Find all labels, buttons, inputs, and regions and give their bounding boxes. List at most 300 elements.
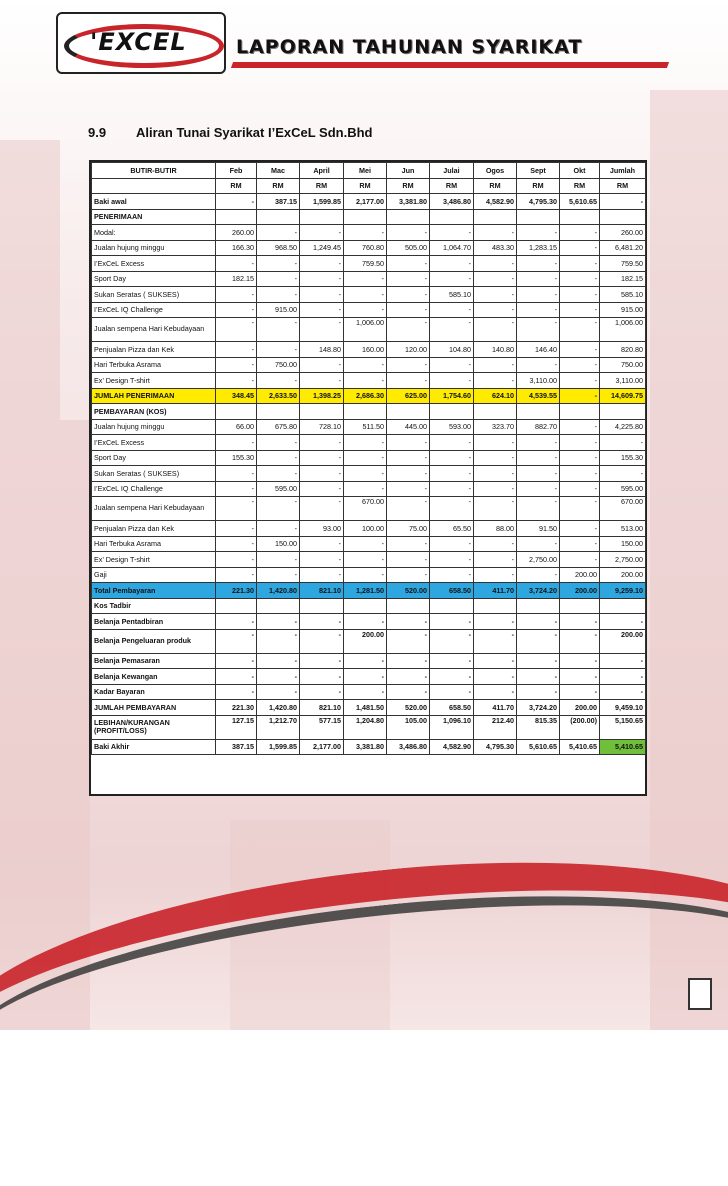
value-cell: 411.70 (474, 700, 517, 716)
value-cell: - (387, 669, 430, 685)
value-cell: 9,259.10 (600, 583, 646, 599)
value-cell: - (517, 497, 560, 521)
excel-logo (56, 12, 226, 74)
value-cell: 221.30 (216, 583, 257, 599)
value-cell: - (430, 225, 474, 241)
value-cell: 1,599.85 (300, 194, 344, 210)
row-label: Baki awal (92, 194, 216, 210)
month-header: Ogos (474, 163, 517, 179)
value-cell: 66.00 (216, 419, 257, 435)
value-cell: - (344, 435, 387, 451)
value-cell: 915.00 (600, 302, 646, 318)
value-cell: - (257, 342, 300, 358)
value-cell: 595.00 (600, 481, 646, 497)
value-cell: - (387, 684, 430, 700)
value-cell: - (517, 318, 560, 342)
table-row (92, 598, 646, 614)
table-header-row (92, 163, 646, 179)
value-cell: - (560, 225, 600, 241)
header-label: BUTIR-BUTIR (92, 163, 216, 179)
value-cell (517, 598, 560, 614)
value-cell: 88.00 (474, 521, 517, 537)
value-cell: 585.10 (430, 287, 474, 303)
value-cell: - (300, 287, 344, 303)
value-cell: - (560, 287, 600, 303)
value-cell: 100.00 (344, 521, 387, 537)
value-cell: 728.10 (300, 419, 344, 435)
value-cell: - (517, 357, 560, 373)
value-cell: - (517, 435, 560, 451)
value-cell: - (300, 466, 344, 482)
value-cell: 1,006.00 (600, 318, 646, 342)
row-label: Sukan Seratas ( SUKSES) (92, 466, 216, 482)
value-cell: 658.50 (430, 583, 474, 599)
value-cell: - (387, 302, 430, 318)
value-cell: - (560, 373, 600, 389)
value-cell (600, 209, 646, 225)
value-cell: - (560, 357, 600, 373)
value-cell (387, 404, 430, 420)
row-label: I’ExCeL IQ Challenge (92, 302, 216, 318)
unit-cell: RM (257, 178, 300, 194)
value-cell: - (300, 225, 344, 241)
value-cell: - (257, 521, 300, 537)
value-cell: - (474, 302, 517, 318)
value-cell: 1,754.60 (430, 388, 474, 404)
value-cell: 3,486.80 (430, 194, 474, 210)
value-cell: - (344, 684, 387, 700)
month-header: Julai (430, 163, 474, 179)
value-cell: - (474, 552, 517, 568)
value-cell: 1,420.80 (257, 583, 300, 599)
value-cell: 65.50 (430, 521, 474, 537)
value-cell: 387.15 (216, 739, 257, 755)
value-cell: - (474, 435, 517, 451)
section-heading (88, 125, 372, 140)
report-title: LAPORAN TAHUNAN SYARIKAT (236, 36, 583, 58)
table-row (92, 287, 646, 303)
value-cell: 387.15 (257, 194, 300, 210)
value-cell: - (387, 225, 430, 241)
value-cell: - (257, 552, 300, 568)
value-cell: 624.10 (474, 388, 517, 404)
value-cell: - (517, 450, 560, 466)
row-label: Belanja Kewangan (92, 669, 216, 685)
value-cell (600, 598, 646, 614)
table-row (92, 481, 646, 497)
value-cell: 5,150.65 (600, 715, 646, 739)
value-cell: - (474, 318, 517, 342)
value-cell: - (560, 318, 600, 342)
value-cell: 3,724.20 (517, 700, 560, 716)
row-label: Total Pembayaran (92, 583, 216, 599)
value-cell: 593.00 (430, 419, 474, 435)
value-cell: - (300, 271, 344, 287)
value-cell: - (600, 466, 646, 482)
table-body (92, 194, 646, 755)
value-cell: - (344, 287, 387, 303)
value-cell: 2,177.00 (344, 194, 387, 210)
table-unit-row (92, 178, 646, 194)
row-label: Penjualan Pizza dan Kek (92, 342, 216, 358)
row-label: Belanja Pemasaran (92, 653, 216, 669)
month-header: Mac (257, 163, 300, 179)
value-cell: - (216, 287, 257, 303)
value-cell: - (560, 466, 600, 482)
value-cell (300, 404, 344, 420)
value-cell: 146.40 (517, 342, 560, 358)
table-row (92, 240, 646, 256)
table-row (92, 342, 646, 358)
value-cell: - (430, 481, 474, 497)
value-cell: 5,410.65 (560, 739, 600, 755)
row-label: Ex’ Design T-shirt (92, 373, 216, 389)
value-cell: - (387, 629, 430, 653)
value-cell: 1,283.15 (517, 240, 560, 256)
value-cell: - (430, 435, 474, 451)
value-cell: - (430, 684, 474, 700)
value-cell (560, 598, 600, 614)
value-cell: - (387, 536, 430, 552)
value-cell (216, 209, 257, 225)
value-cell (344, 209, 387, 225)
value-cell: - (474, 684, 517, 700)
value-cell: - (517, 669, 560, 685)
value-cell: 14,609.75 (600, 388, 646, 404)
page-header (56, 12, 668, 72)
value-cell: - (257, 497, 300, 521)
value-cell: - (344, 373, 387, 389)
row-label: Kos Tadbir (92, 598, 216, 614)
value-cell: - (344, 552, 387, 568)
value-cell: - (600, 194, 646, 210)
value-cell: 150.00 (257, 536, 300, 552)
value-cell: 658.50 (430, 700, 474, 716)
value-cell: - (216, 669, 257, 685)
value-cell: 155.30 (216, 450, 257, 466)
month-header: Okt (560, 163, 600, 179)
value-cell: - (387, 287, 430, 303)
value-cell: - (216, 435, 257, 451)
value-cell: 577.15 (300, 715, 344, 739)
value-cell: 9,459.10 (600, 700, 646, 716)
value-cell: - (517, 271, 560, 287)
value-cell: - (216, 684, 257, 700)
value-cell: - (430, 373, 474, 389)
value-cell: - (300, 552, 344, 568)
unit-cell: RM (300, 178, 344, 194)
table-row (92, 715, 646, 739)
value-cell: - (216, 521, 257, 537)
table-row (92, 669, 646, 685)
value-cell: - (344, 302, 387, 318)
page-corner-box (688, 978, 712, 1010)
value-cell: - (300, 373, 344, 389)
value-cell: - (600, 684, 646, 700)
value-cell: - (300, 450, 344, 466)
row-label: I’ExCeL IQ Challenge (92, 481, 216, 497)
value-cell (216, 598, 257, 614)
value-cell: 200.00 (560, 583, 600, 599)
row-label: Jualan hujung minggu (92, 419, 216, 435)
value-cell: - (257, 450, 300, 466)
row-label: Ex’ Design T-shirt (92, 552, 216, 568)
value-cell: - (387, 466, 430, 482)
table-row (92, 497, 646, 521)
value-cell: 160.00 (344, 342, 387, 358)
cash-flow-table-container (89, 160, 647, 796)
value-cell (300, 209, 344, 225)
value-cell: - (560, 302, 600, 318)
value-cell: 75.00 (387, 521, 430, 537)
value-cell: - (560, 629, 600, 653)
value-cell: 5,610.65 (560, 194, 600, 210)
value-cell: - (344, 271, 387, 287)
row-label: Kadar Bayaran (92, 684, 216, 700)
value-cell (257, 598, 300, 614)
table-row (92, 614, 646, 630)
value-cell: - (517, 653, 560, 669)
value-cell (387, 209, 430, 225)
value-cell: - (344, 653, 387, 669)
value-cell: - (560, 521, 600, 537)
unit-cell: RM (344, 178, 387, 194)
value-cell: 760.80 (344, 240, 387, 256)
value-cell: 2,750.00 (517, 552, 560, 568)
value-cell: - (344, 614, 387, 630)
value-cell: 105.00 (387, 715, 430, 739)
value-cell: 520.00 (387, 700, 430, 716)
value-cell: - (600, 653, 646, 669)
value-cell: - (430, 318, 474, 342)
value-cell: - (430, 256, 474, 272)
value-cell: - (560, 497, 600, 521)
unit-cell: RM (560, 178, 600, 194)
value-cell: - (560, 271, 600, 287)
table-row (92, 419, 646, 435)
value-cell: - (600, 435, 646, 451)
value-cell: 3,110.00 (600, 373, 646, 389)
value-cell: - (474, 614, 517, 630)
value-cell (430, 598, 474, 614)
value-cell: 625.00 (387, 388, 430, 404)
value-cell: 3,381.80 (344, 739, 387, 755)
table-row (92, 225, 646, 241)
value-cell: - (387, 256, 430, 272)
unit-blank (92, 178, 216, 194)
month-header: Mei (344, 163, 387, 179)
value-cell: - (216, 318, 257, 342)
value-cell: - (517, 684, 560, 700)
value-cell: - (387, 450, 430, 466)
value-cell: 3,486.80 (387, 739, 430, 755)
value-cell: - (257, 614, 300, 630)
row-label: Gaji (92, 567, 216, 583)
value-cell: - (430, 271, 474, 287)
value-cell: - (474, 256, 517, 272)
value-cell: - (430, 669, 474, 685)
value-cell: - (517, 466, 560, 482)
value-cell: - (560, 552, 600, 568)
value-cell: - (474, 466, 517, 482)
value-cell (257, 404, 300, 420)
value-cell: 821.10 (300, 583, 344, 599)
value-cell: - (517, 225, 560, 241)
value-cell: 2,750.00 (600, 552, 646, 568)
value-cell: - (560, 450, 600, 466)
value-cell: - (560, 256, 600, 272)
value-cell: 4,582.90 (474, 194, 517, 210)
value-cell (517, 404, 560, 420)
value-cell: - (257, 287, 300, 303)
value-cell: - (600, 669, 646, 685)
value-cell: - (344, 466, 387, 482)
value-cell: - (257, 669, 300, 685)
value-cell: 670.00 (600, 497, 646, 521)
value-cell: 260.00 (216, 225, 257, 241)
value-cell: - (387, 567, 430, 583)
value-cell: 150.00 (600, 536, 646, 552)
value-cell: - (257, 271, 300, 287)
value-cell (560, 209, 600, 225)
value-cell: - (474, 536, 517, 552)
value-cell: 1,249.45 (300, 240, 344, 256)
value-cell: - (216, 481, 257, 497)
value-cell: - (216, 342, 257, 358)
value-cell: - (430, 629, 474, 653)
value-cell: - (344, 536, 387, 552)
value-cell: - (257, 684, 300, 700)
value-cell (257, 209, 300, 225)
value-cell: - (474, 225, 517, 241)
value-cell: - (474, 357, 517, 373)
value-cell: - (474, 271, 517, 287)
value-cell: 1,212.70 (257, 715, 300, 739)
value-cell: - (300, 614, 344, 630)
value-cell: - (517, 614, 560, 630)
value-cell: 4,225.80 (600, 419, 646, 435)
table-row (92, 435, 646, 451)
value-cell: - (430, 302, 474, 318)
value-cell: - (387, 357, 430, 373)
value-cell: 915.00 (257, 302, 300, 318)
value-cell: 820.80 (600, 342, 646, 358)
row-label: I’ExCeL Excess (92, 256, 216, 272)
value-cell: - (344, 450, 387, 466)
value-cell: - (387, 318, 430, 342)
unit-cell: RM (216, 178, 257, 194)
value-cell: - (474, 481, 517, 497)
value-cell: 1,420.80 (257, 700, 300, 716)
value-cell: 200.00 (600, 629, 646, 653)
table-row (92, 567, 646, 583)
value-cell: 2,177.00 (300, 739, 344, 755)
row-label: Jualan sempena Hari Kebudayaan (92, 318, 216, 342)
value-cell: 182.15 (600, 271, 646, 287)
value-cell: 585.10 (600, 287, 646, 303)
value-cell: 520.00 (387, 583, 430, 599)
value-cell (560, 404, 600, 420)
value-cell: - (257, 318, 300, 342)
row-label: Jualan sempena Hari Kebudayaan (92, 497, 216, 521)
table-row (92, 552, 646, 568)
value-cell: - (216, 536, 257, 552)
table-row (92, 700, 646, 716)
value-cell (216, 404, 257, 420)
value-cell: - (216, 194, 257, 210)
value-cell: - (216, 629, 257, 653)
row-label: PENERIMAAN (92, 209, 216, 225)
value-cell (344, 598, 387, 614)
table-row (92, 404, 646, 420)
value-cell: 155.30 (600, 450, 646, 466)
value-cell: - (474, 450, 517, 466)
value-cell: - (430, 536, 474, 552)
month-header: Feb (216, 163, 257, 179)
value-cell: - (344, 481, 387, 497)
value-cell: - (300, 653, 344, 669)
value-cell: - (560, 481, 600, 497)
unit-cell: RM (517, 178, 560, 194)
table-row (92, 536, 646, 552)
value-cell: - (474, 497, 517, 521)
value-cell: 759.50 (600, 256, 646, 272)
month-header: Sept (517, 163, 560, 179)
value-cell: 882.70 (517, 419, 560, 435)
title-underline (231, 62, 669, 68)
value-cell: - (474, 653, 517, 669)
value-cell: - (216, 466, 257, 482)
section-title: Aliran Tunai Syarikat I’ExCeL Sdn.Bhd (136, 125, 373, 140)
value-cell: - (300, 302, 344, 318)
value-cell: - (517, 629, 560, 653)
table-row (92, 194, 646, 210)
value-cell (430, 404, 474, 420)
value-cell: 166.30 (216, 240, 257, 256)
value-cell: 5,410.65 (600, 739, 646, 755)
value-cell (474, 404, 517, 420)
building-shape (0, 140, 60, 1030)
value-cell: 1,006.00 (344, 318, 387, 342)
logo-text: 'EXCEL (90, 28, 187, 56)
value-cell (300, 598, 344, 614)
value-cell: - (300, 669, 344, 685)
value-cell: - (560, 669, 600, 685)
value-cell: 148.80 (300, 342, 344, 358)
value-cell: 3,381.80 (387, 194, 430, 210)
value-cell: 200.00 (344, 629, 387, 653)
table-row (92, 450, 646, 466)
value-cell: 675.80 (257, 419, 300, 435)
value-cell: - (474, 287, 517, 303)
value-cell: 750.00 (600, 357, 646, 373)
row-label: Sukan Seratas ( SUKSES) (92, 287, 216, 303)
value-cell: - (300, 435, 344, 451)
row-label: I’ExCeL Excess (92, 435, 216, 451)
value-cell: - (560, 684, 600, 700)
value-cell: 200.00 (560, 567, 600, 583)
unit-cell: RM (474, 178, 517, 194)
value-cell: - (517, 256, 560, 272)
value-cell: - (300, 567, 344, 583)
value-cell: - (300, 318, 344, 342)
value-cell: - (560, 388, 600, 404)
row-label: Hari Terbuka Asrama (92, 536, 216, 552)
value-cell: - (300, 684, 344, 700)
table-row (92, 357, 646, 373)
value-cell: - (257, 466, 300, 482)
value-cell: 483.30 (474, 240, 517, 256)
